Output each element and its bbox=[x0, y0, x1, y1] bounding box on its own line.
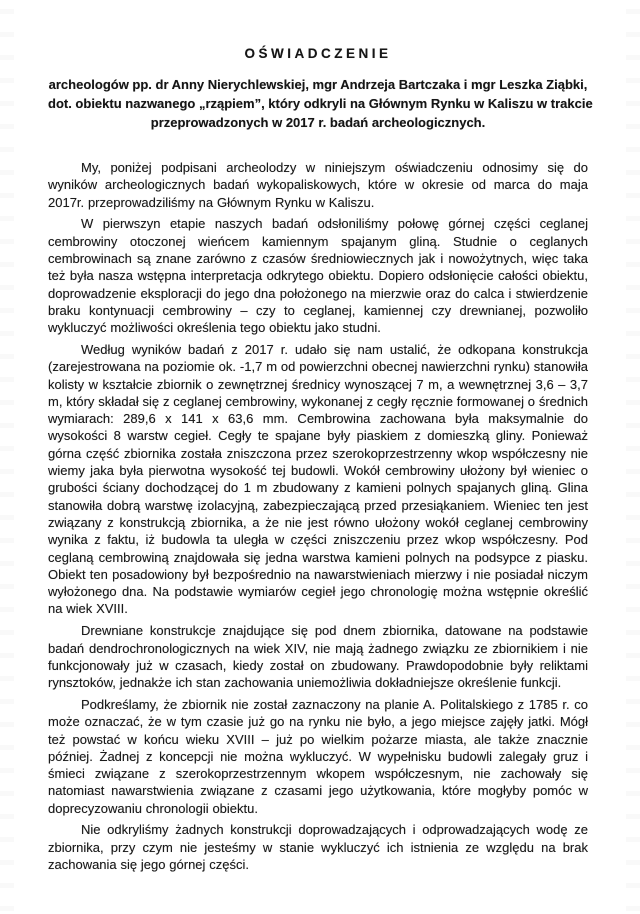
scan-artifact-left bbox=[0, 0, 14, 914]
subtitle-line-1: archeologów pp. dr Anny Nierychlewskiej, mgr Andrzeja Bartczaka i mgr Leszka Ziąbki, bbox=[48, 77, 588, 92]
paragraph-water-structures: Nie odkryliśmy żadnych konstrukcji doprowadzających i odprowadzających wodę ze zbiornika, przy czym nie jesteśmy w stanie wykluczyć ich istnienia ze względu na brak zachowania się jego górnej części. bbox=[48, 822, 588, 873]
document-title: OŚWIADCZENIE bbox=[244, 46, 392, 61]
subtitle-line-2: dot. obiektu nazwanego „rząpiem”, który odkryli na Głównym Rynku w Kaliszu w trakcie bbox=[48, 96, 593, 111]
paragraph-first-stage: W pierwszyn etapie naszych badań odsłoniliśmy połowę górnej części ceglanej cembrowiny otoczonej wieńcem kamiennym spajanym gliną. Studnie o ceglanych cembrowinach są znane zarówno z czasów średniowiecznych jak i nowożytnych, więc taka też była nasza wstępna interpretacja odkrytego obiektu. Dopiero odsłonięcie całości obiektu, doprowadzenie eksploracji do jego dna położonego na mierzwie oraz do calca i stwierdzenie braku kontynuacji cembrowiny – czy to ceglanej, kamiennej czy drewnianej, pozwoliło wykluczyć możliwości określenia tego obiektu jako studni. bbox=[48, 216, 588, 336]
scan-artifact-right bbox=[626, 0, 640, 914]
paragraph-findings-2017: Według wyników badań z 2017 r. udało się nam ustalić, że odkopana konstrukcja (zarejestrowana na poziomie ok. -1,7 m od powierzchni obecnej nawierzchni rynku) stanowiła kolisty w kształcie zbiornik o zewnętrznej średnicy wynoszącej 7 m, a wewnętrznej 3,6 – 3,7 m, który składał się z ceglanej cembrowiny, wykonanej z cegły ręcznie formowanej o średnich wymiarach: 289,6 x 141 x 63,6 mm. Cembrowina zachowana była maksymalnie do wysokości 8 warstw cegieł. Cegły te spajane były piaskiem z domieszką gliny. Ponieważ górna część zbiornika została zniszczona przez szerokoprzestrzenny wkop współczesny nie wiemy jaka była pierwotna wysokość tej budowli. Wokół cembrowiny ułożony był wieniec o grubości ściany dochodzącej do 1 m zbudowany z kamieni polnych spajanych gliną. Glina stanowiła dobrą warstwę izolacyjną, zabezpieczającą przed przesiąkaniem. Wieniec ten jest związany z konstrukcją zbiornika, a że nie jest równo ułożony wokół ceglanej cembrowiny wynika z faktu, iż budowla ta uległa w części zniszczeniu przez wkop współczesny. Pod ceglaną cembrowiną znajdowała się jedna warstwa kamieni polnych na podsypce z piasku. Obiekt ten posadowiony był bezpośrednio na nawarstwieniach mierzwy i nie posiadał niczym wyłożonego dna. Na podstawie wymiarów cegieł jego chronologię można wstępnie określić na wiek XVIII. bbox=[48, 341, 588, 617]
document-body bbox=[48, 159, 588, 873]
subtitle-line-3: przeprowadzonych w 2017 r. badań archeologicznych. bbox=[150, 115, 486, 130]
paragraph-wooden-structures: Drewniane konstrukcje znajdujące się pod dnem zbiornika, datowane na podstawie badań dendrochronologicznych na wiek XIV, nie mają żadnego związku ze zbiornikiem i nie funkcjonowały już w czasach, kiedy został on zbudowany. Prawdopodobnie były reliktami rynsztoków, jednakże ich stan zachowania uniemożliwia dokładniejsze określenie funkcji. bbox=[48, 623, 588, 691]
paragraph-introduction: My, poniżej podpisani archeolodzy w niniejszym oświadczeniu odnosimy się do wyników archeologicznych badań wykopaliskowych, które w okresie od marca do maja 2017r. przeprowadziliśmy na Głównym Rynku w Kaliszu. bbox=[48, 160, 588, 210]
paragraph-chronology: Podkreślamy, że zbiornik nie został zaznaczony na planie A. Politalskiego z 1785 r. co może oznaczać, że w tym czasie już go na rynku nie było, a jego miejsce zajęły jatki. Mógł też powstać w końcu wieku XVIII – już po wielkim pożarze miasta, ale także znacznie później. Żadnej z koncepcji nie można wykluczyć. W wypełnisku budowli zalegały gruz i śmieci związane z szerokoprzestrzennym wkopem współczesnym, nie zachowały się natomiast nawarstwienia związane z czasami jego użytkowania, które mogłyby pomóc w doprecyzowaniu chronologii obiektu. bbox=[48, 696, 588, 816]
document-subtitle bbox=[48, 75, 593, 132]
